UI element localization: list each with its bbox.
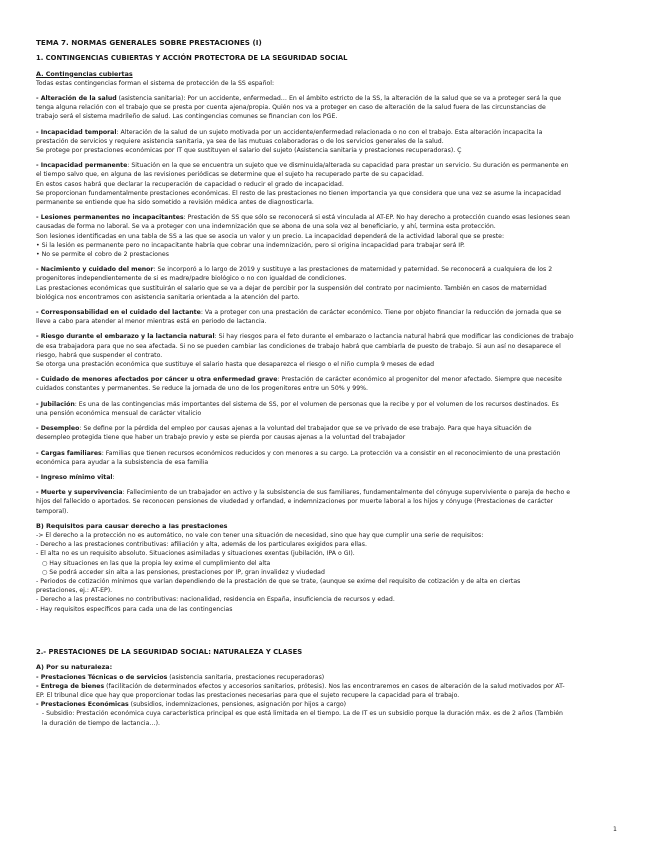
document-title: TEMA 7. NORMAS GENERALES SOBRE PRESTACIONES (I) xyxy=(36,38,262,47)
list-item-line: Son lesiones identificadas en una tabla de SS a las que se asocia un valor y un precio. La incapacidad dependerá de la actividad laboral que se preste: xyxy=(36,232,505,240)
list-item-line: riesgo, habrá que suspender el contrato. xyxy=(36,351,163,359)
list-item xyxy=(36,308,619,317)
text-line: la duración de tiempo de lactancia…). xyxy=(36,719,160,727)
list-item-text: : Alteración de la salud de un sujeto motivada por un accidente/enfermedad relacionada o no con el trabajo. Esta alteración incapacita la xyxy=(116,128,543,136)
list-item-line: de esa trabajadora para que no sea afectada. Si no se pueden cambiar las condiciones de trabajo habrá que cambiarla de puesto de trabajo. Si aun así no desaparece el xyxy=(36,342,561,350)
list-item-line: una pensión económica mensual de carácter vitalicio xyxy=(36,409,202,417)
text-line: prestaciones, ej.: AT-EP). xyxy=(36,587,113,595)
list-item-line: • Si la lesión es permanente pero no incapacitante habría que cobrar una indemnización, pero si origina incapacidad para trabajar será IP. xyxy=(36,241,465,249)
list-item-line: Se proporcionan fundamentalmente prestaciones económicas. El resto de las prestaciones no tienen importancia ya que considera que una vez se asume la incapacidad xyxy=(36,189,561,197)
contingencies-list xyxy=(36,94,619,516)
section-1a-title: A. Contingencias cubiertas xyxy=(36,69,133,78)
list-item-line: lleve a cabo para atender al menor mientras está en periodo de lactancia. xyxy=(36,318,267,326)
list-item xyxy=(36,449,619,458)
list-item xyxy=(36,488,619,497)
list-item xyxy=(36,94,619,103)
list-item-line: tenga alguna relación con el trabajo que se presta por cuenta ajena/propia. Quién nos va a proteger en caso de alteración de la salud fuera de las circunstancias de xyxy=(36,104,546,112)
list-item xyxy=(36,128,619,137)
list-item xyxy=(36,213,619,222)
list-item-text: : Prestación de SS que sólo se reconocerá si está vinculada al AT-EP. No hay derecho a protección cuando esas lesiones sean xyxy=(183,214,570,222)
list-item-line: el tiempo salvo que, en alguna de las revisiones periódicas se determine que el sujeto ha recuperado parte de su capacidad. xyxy=(36,171,424,179)
list-item xyxy=(36,673,619,682)
list-item-term: - Cuidado de menores afectados por cáncer u otra enfermedad grave xyxy=(36,376,278,384)
list-item-term: - Cargas familiares xyxy=(36,449,102,457)
list-item-line: Se otorga una prestación económica que sustituye el salario hasta que desaparezca el riesgo o el niño cumpla 9 meses de edad xyxy=(36,361,435,369)
list-item xyxy=(36,700,619,709)
list-item-text: : xyxy=(112,473,115,481)
list-item-text: : Familias que tienen recursos económicos reducidos y con menores a su cargo. La protección va a consistir en el reconocimiento de una prestación xyxy=(101,449,561,457)
list-item-term: - Ingreso mínimo vital xyxy=(36,473,113,481)
list-item xyxy=(36,161,619,170)
list-item-text: (asistencia sanitaria): Por un accidente, enfermedad… En el ámbito estricto de la SS, la alteración de la salud que se va a proteger será la que xyxy=(116,95,562,102)
list-item-line: prestación de servicios y requiere asistencia sanitaria, ya sea de las mutuas colaboradoras o de los servicios generales de la salud. xyxy=(36,137,444,145)
text-line: - El alta no es un requisito absoluto. Situaciones asimiladas y situaciones exentas (jubilación, IPA o GI). xyxy=(36,550,355,558)
list-item-line: EP. El tribunal dice que hay que proporcionar todas las prestaciones necesarias para que el sujeto recupere la capacidad para el trabajo. xyxy=(36,691,460,699)
list-item-line: Se protege por prestaciones económicas por IT que sustituyen el salario del sujeto (Asistencia sanitaria y prestaciones recuperadoras). Ç xyxy=(36,147,462,155)
list-item-text: : Se incorporó a lo largo de 2019 y sustituye a las prestaciones de maternidad y paternidad. Se reconocerá a cualquiera de los 2 xyxy=(153,266,553,274)
list-item-text: : Es una de las contingencias más importantes del sistema de SS, por el volumen de personas que la recibe y por el volumen de los recursos destinados. Es xyxy=(74,400,559,408)
text-line: -> El derecho a la protección no es automático, no vale con tener una situación de necesidad, sino que hay que cumplir una serie de requisitos: xyxy=(36,531,484,539)
list-item-line: biológica nos encontramos con asistencia sanitaria orientada a la atención del parto. xyxy=(36,293,300,301)
list-item xyxy=(36,473,619,482)
list-item-term: - Prestaciones Técnicas o de servicios xyxy=(36,673,168,681)
list-item-text: (facilitación de determinados efectos y accesorios sanitarios, prótesis). Nos las encontraremos en casos de alteración de la salud motivados por AT- xyxy=(104,682,565,690)
list-item-line: Las prestaciones económicas que sustituirán el salario que se va a dejar de percibir por la suspensión del contrato por nacimiento. También en casos de maternidad xyxy=(36,284,547,292)
list-item-term: - Incapacidad temporal xyxy=(36,128,117,136)
list-item xyxy=(36,265,619,274)
list-item-term: - Entrega de bienes xyxy=(36,682,105,690)
list-item-term: - Corresponsabilidad en el cuidado del lactante xyxy=(36,309,201,317)
list-item-line: hijos del fallecido o aportados. Se reconocen pensiones de viudedad y orfandad, e indemnizaciones por muerte laboral a los hijos y cónyuge (Prestaciones de carácter xyxy=(36,498,554,506)
list-item-line: económica para ayudar a la subsistencia de esa familia xyxy=(36,458,209,466)
text-line: - Derecho a las prestaciones no contributivas: nacionalidad, residencia en España, insuficiencia de recursos y edad. xyxy=(36,596,395,604)
list-item-term: - Nacimiento y cuidado del menor xyxy=(36,266,154,274)
list-item-text: (asistencia sanitaria, prestaciones recuperadoras) xyxy=(167,673,325,681)
list-item-line: • No se permite el cobro de 2 prestaciones xyxy=(36,251,169,259)
list-item-term: - Desempleo xyxy=(36,425,80,433)
text-line: - Derecho a las prestaciones contributivas: afiliación y alta, además de los particulares exigidos para ellas. xyxy=(36,541,367,549)
list-item-term: - Prestaciones Económicas xyxy=(36,701,129,709)
text-line: - Periodos de cotización mínimos que varían dependiendo de la prestación de que se trate, (aunque se exime del requisito de cotización y de alta en ciertas xyxy=(36,577,521,585)
text-line: - Subsidio: Prestación económica cuya característica principal es que está limitada en el tiempo. La de IT es un subsidio porque la duración máx. es de 2 años (También xyxy=(36,710,563,718)
text-line: ○ Hay situaciones en las que la propia ley exime el cumplimiento del alta xyxy=(36,559,271,567)
subsidy-note xyxy=(36,709,619,727)
text-line: ○ Se podrá acceder sin alta a las pensiones, prestaciones por IP, gran invalidez y viudedad xyxy=(36,568,325,576)
section-2-title: 2.- PRESTACIONES DE LA SEGURIDAD SOCIAL: NATURALEZA Y CLASES xyxy=(36,647,303,656)
nature-list xyxy=(36,673,619,710)
section-1a-intro: Todas estas contingencias forman el sistema de protección de la SS español: xyxy=(36,79,275,87)
list-item-term: - Riesgo durante el embarazo y la lactancia natural xyxy=(36,333,215,341)
list-item xyxy=(36,375,619,384)
list-item-line: En estos casos habrá que declarar la recuperación de capacidad o reducir el grado de incapacidad. xyxy=(36,180,344,188)
document-page xyxy=(36,38,619,728)
list-item-term: - Jubilación xyxy=(36,400,75,408)
list-item-term: - Incapacidad permanente xyxy=(36,162,128,170)
section-1-title: 1. CONTINGENCIAS CUBIERTAS Y ACCIÓN PROTECTORA DE LA SEGURIDAD SOCIAL xyxy=(36,54,348,62)
list-item-term: - Lesiones permanentes no incapacitantes xyxy=(36,214,184,222)
list-item-text: : Prestación de carácter económico al progenitor del menor afectado. Siempre que necesite xyxy=(277,376,562,384)
list-item-text: : Va a proteger con una prestación de carácter económico. Tiene por objeto financiar la reducción de jornada que se xyxy=(200,309,562,317)
list-item xyxy=(36,400,619,409)
list-item-line: trabajo será el sistema madrileño de salud. Las contingencias comunes se financian con los PGE. xyxy=(36,113,338,121)
list-item-text: : Fallecimiento de un trabajador en activo y la subsistencia de sus familiares, fundamentalmente del cónyuge superviviente o pareja de hecho e xyxy=(122,489,571,497)
page-number: 1 xyxy=(613,826,617,833)
list-item xyxy=(36,682,619,691)
section-2a-title: A) Por su naturaleza: xyxy=(36,663,113,672)
requirements-list xyxy=(36,531,619,614)
list-item-text: : Si hay riesgos para el feto durante el embarazo o lactancia natural habrá que modificar las condiciones de trabajo xyxy=(214,333,574,341)
text-line: - Hay requisitos específicos para cada una de las contingencias xyxy=(36,605,233,613)
section-1b-title: B) Requisitos para causar derecho a las prestaciones xyxy=(36,521,228,530)
list-item-line: causadas de forma no laboral. Se va a proteger con una indemnización que se abona de una sola vez al beneficiario, y ahí, termina esta protección. xyxy=(36,223,496,231)
list-item-term: - Muerte y supervivencia xyxy=(36,489,123,497)
list-item xyxy=(36,424,619,433)
list-item-line: cuidados constantes y permanentes. Se reduce la jornada de uno de los progenitores entre un 50% y 99%. xyxy=(36,385,368,393)
list-item-line: desempleo protegida tiene que haber un trabajo previo y este se pierda por causas ajenas a la voluntad del trabajador xyxy=(36,434,406,442)
list-item xyxy=(36,332,619,341)
list-item-line: permanente se entiende que ha sido sometido a revisión médica antes de diagnosticarla. xyxy=(36,199,314,207)
list-item-line: progenitores independientemente de si es madre/padre biológico o no con igualdad de condiciones. xyxy=(36,275,347,283)
list-item-text: : Situación en la que se encuentra un sujeto que ve disminuida/alterada su capacidad para prestar un servicio. Su duración es permanente en xyxy=(127,162,569,170)
list-item-text: : Se define por la pérdida del empleo por causas ajenas a la voluntad del trabajador que se ve privado de ese trabajo. Para que haya situación de xyxy=(79,425,532,433)
list-item-line: temporal). xyxy=(36,507,69,515)
list-item-term: - Alteración de la salud xyxy=(36,95,117,102)
list-item-text: (subsidios, indemnizaciones, pensiones, asignación por hijos a cargo) xyxy=(128,701,347,709)
